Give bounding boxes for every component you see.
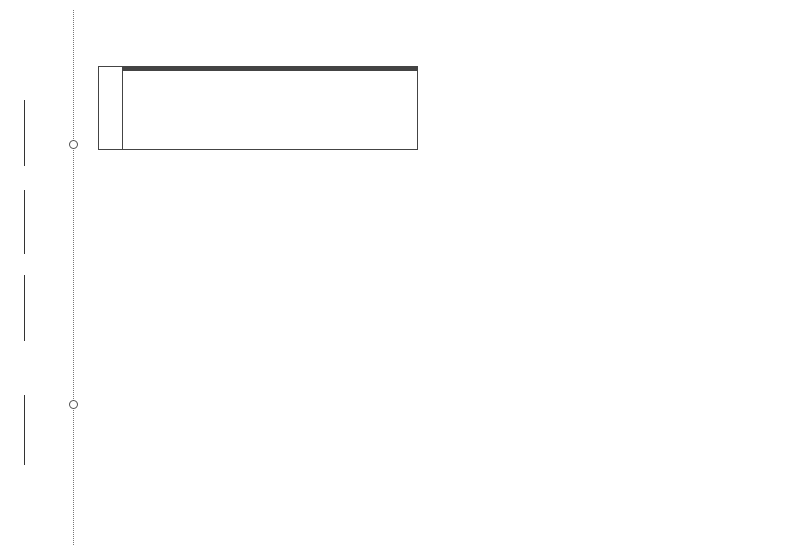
notice-item	[123, 70, 417, 71]
seal-char	[54, 252, 66, 280]
binding-dotted-line	[73, 10, 74, 545]
binding-hole-mark	[69, 400, 78, 409]
seal-char	[54, 280, 66, 308]
notice-box	[98, 66, 418, 150]
school-field[interactable]	[24, 395, 25, 465]
seal-char	[54, 364, 66, 392]
seal-line-text	[54, 168, 66, 392]
notice-label	[99, 67, 123, 149]
seal-char	[54, 336, 66, 364]
right-column	[452, 0, 782, 553]
binding-margin	[0, 0, 95, 553]
binding-hole-mark	[69, 140, 78, 149]
seal-char	[54, 308, 66, 336]
seal-char	[54, 168, 66, 196]
id-field[interactable]	[24, 100, 25, 166]
seal-char	[54, 224, 66, 252]
name-field[interactable]	[24, 190, 25, 254]
notice-items	[123, 67, 417, 149]
class-field[interactable]	[24, 275, 25, 341]
left-column	[98, 0, 424, 553]
seal-char	[54, 196, 66, 224]
